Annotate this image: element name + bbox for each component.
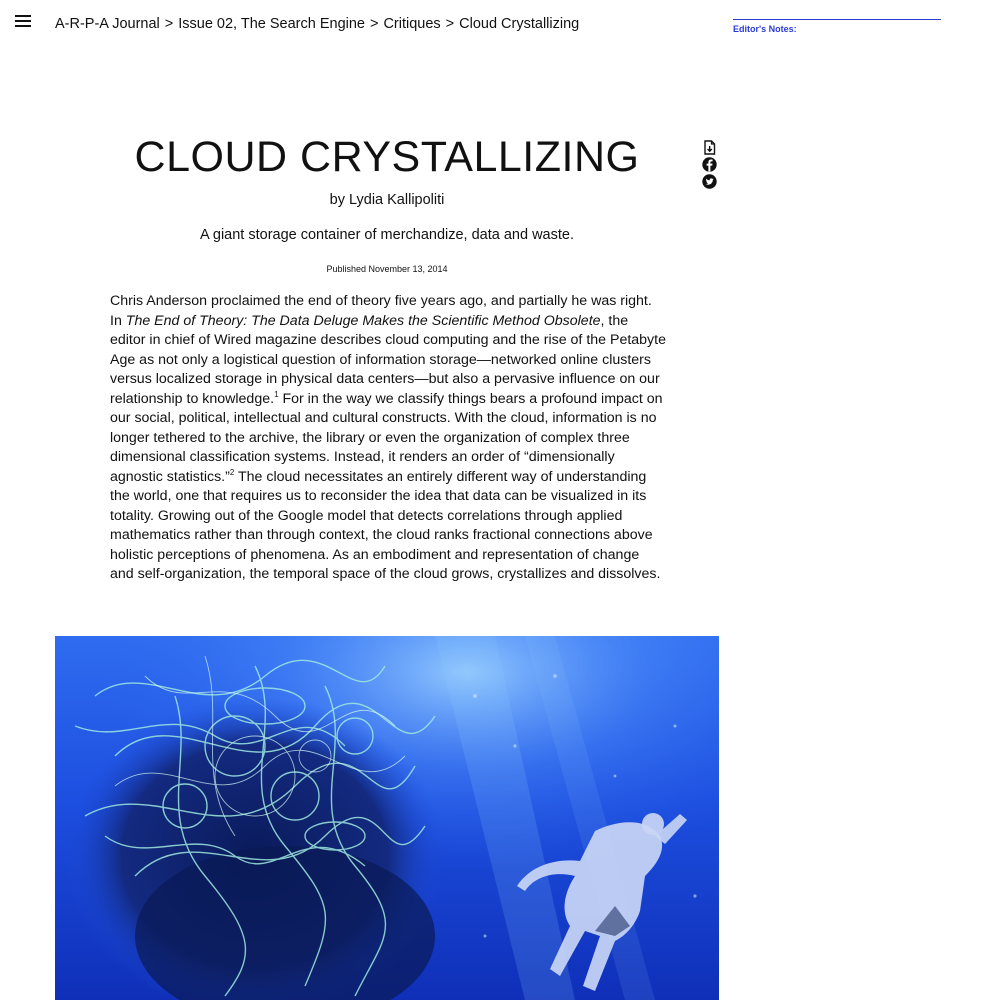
breadcrumb-section[interactable]: Critiques — [383, 16, 441, 32]
hamburger-icon[interactable] — [15, 15, 31, 31]
underwater-photo — [55, 636, 719, 1000]
editors-notes-label: Editor's Notes: — [733, 19, 941, 34]
twitter-icon[interactable] — [702, 174, 717, 189]
breadcrumb-separator: > — [164, 16, 174, 32]
article-subtitle: A giant storage container of merchandize, data and waste. — [199, 227, 574, 243]
footnote-ref-2[interactable]: 2 — [229, 467, 235, 477]
pdf-download-icon[interactable] — [702, 140, 717, 155]
facebook-icon[interactable] — [702, 157, 717, 172]
breadcrumb-issue[interactable]: Issue 02, The Search Engine — [178, 16, 365, 32]
body-text: For in the way we classify things bears a profound impact on our social, political, intellectual and cultural constructs. With the cloud, information is no longer tethered to the archive, the library or even the organization of complex three dimensional classification systems. Instead, it renders an order of “dimensionally agnostic statistics.” — [110, 390, 663, 485]
breadcrumb-separator: > — [445, 16, 455, 32]
breadcrumb-journal[interactable]: A-R-P-A Journal — [55, 16, 160, 32]
article-byline: by Lydia Kallipoliti — [329, 192, 445, 208]
article-figure-image — [55, 636, 719, 1000]
share-toolbar — [702, 140, 717, 191]
article-body — [110, 292, 666, 585]
body-text: Chris Anderson proclaimed the end of theory five years ago, and partially he was right. In — [110, 293, 652, 329]
breadcrumb — [55, 15, 579, 33]
published-date: Published November 13, 2014 — [326, 264, 448, 274]
footnote-ref-1[interactable]: 1 — [274, 389, 279, 399]
page-title: CLOUD CRYSTALLIZING — [134, 133, 640, 181]
breadcrumb-separator: > — [369, 16, 379, 32]
breadcrumb-current[interactable]: Cloud Crystallizing — [459, 16, 580, 32]
body-text: The cloud necessitates an entirely different way of understanding the world, one that requires us to reconsider the idea that data can be visualized in its totality. Growing out of the Google model that detects correlations through applied mathematics rather than through context, the cloud ranks fractional connections above holistic perceptions of phenomena. As an embodiment and representation of change and self-organization, the temporal space of the cloud grows, crystallizes and dissolves. — [110, 468, 661, 582]
cited-title: The End of Theory: The Data Deluge Makes the Scientific Method Obsolete — [125, 312, 601, 329]
body-text: , the editor in chief of Wired magazine describes cloud computing and the rise of the Petabyte Age as not only a logistical question of information storage—networked online clusters versus localized storage in physical data centers—but also a pervasive influence on our relationship to knowledge. — [110, 312, 666, 407]
